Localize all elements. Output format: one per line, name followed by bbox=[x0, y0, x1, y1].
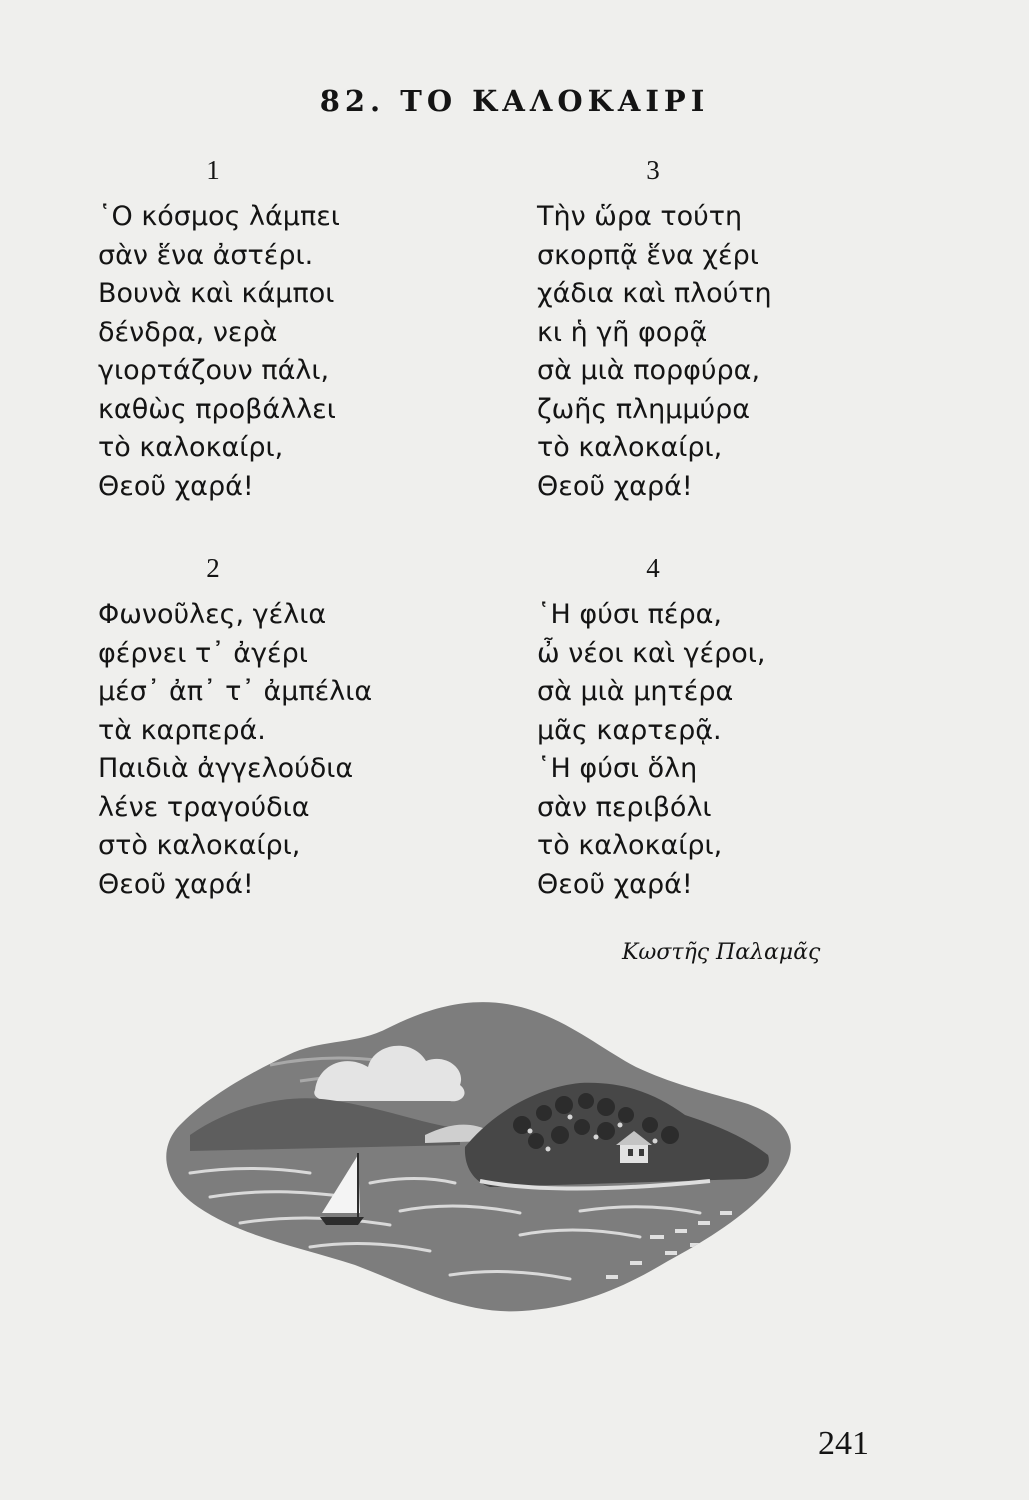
poem-line: τὸ καλοκαίρι, bbox=[98, 432, 284, 463]
poem-author: Κωστῆς Παλαμᾶς bbox=[622, 940, 821, 965]
poem-line: σκορπᾷ ἕνα χέρι bbox=[537, 239, 759, 271]
poem-line: Θεοῦ χαρά! bbox=[98, 470, 254, 502]
poem-line: μᾶς καρτερᾷ. bbox=[537, 714, 722, 746]
stanza-number: 1 bbox=[206, 155, 220, 185]
poem-line: σὰ μιὰ πορφύρα, bbox=[537, 355, 761, 386]
poem-line: χάδια καὶ πλούτη bbox=[537, 278, 772, 309]
stanza-3 bbox=[537, 152, 867, 506]
poem-line: Τὴν ὥρα τούτη bbox=[537, 201, 743, 232]
poem-line: ζωῆς πλημμύρα bbox=[537, 393, 751, 425]
poem-line: γιορτάζουν πάλι, bbox=[98, 355, 330, 386]
poem-line: σὰ μιὰ μητέρα bbox=[537, 676, 734, 707]
summer-landscape-illustration bbox=[150, 985, 800, 1320]
poem-line: τὸ καλοκαίρι, bbox=[537, 432, 723, 463]
poem-line: Παιδιὰ ἀγγελούδια bbox=[98, 753, 354, 784]
poem-line: τὸ καλοκαίρι, bbox=[537, 830, 723, 861]
stanza-4 bbox=[537, 550, 867, 904]
poem-line: καθὼς προβάλλει bbox=[98, 393, 336, 425]
poem-line: στὸ καλοκαίρι, bbox=[98, 830, 301, 861]
stanza-number: 4 bbox=[646, 553, 660, 583]
poem-line: τὰ καρπερά. bbox=[98, 714, 266, 746]
stanza-1 bbox=[98, 152, 428, 506]
poem-line: λένε τραγούδια bbox=[98, 791, 310, 823]
poem-line: μέσ᾽ ἀπ᾽ τ᾽ ἀμπέλια bbox=[98, 676, 373, 707]
poem-title: 82. ΤΟ ΚΑΛΟΚΑΙΡΙ bbox=[319, 84, 710, 118]
poem-line: Βουνὰ καὶ κάμποι bbox=[98, 278, 335, 309]
poem-line: Θεοῦ χαρά! bbox=[98, 868, 254, 900]
poem-line: κι ἡ γῆ φορᾷ bbox=[537, 316, 708, 348]
stanza-number: 3 bbox=[646, 155, 660, 185]
stanza-2 bbox=[98, 550, 428, 904]
poem-line: ῾Η φύσι ὅλη bbox=[537, 753, 698, 784]
poem-line: φέρνει τ᾽ ἀγέρι bbox=[98, 637, 308, 669]
poem-line: σὰν περιβόλι bbox=[537, 791, 712, 823]
page-number: 241 bbox=[818, 1425, 869, 1462]
poem-line: Θεοῦ χαρά! bbox=[537, 868, 693, 900]
poem-line: σὰν ἕνα ἀστέρι. bbox=[98, 239, 314, 271]
stanza-number: 2 bbox=[206, 553, 220, 583]
poem-line: ὦ νέοι καὶ γέροι, bbox=[537, 637, 766, 669]
poem-line: ῾Ο κόσμος λάμπει bbox=[98, 201, 340, 232]
poem-line: Φωνοῦλες, γέλια bbox=[98, 599, 327, 630]
poem-line: ῾Η φύσι πέρα, bbox=[537, 599, 723, 630]
poem-line: δένδρα, νερὰ bbox=[98, 316, 278, 348]
poem-line: Θεοῦ χαρά! bbox=[537, 470, 693, 502]
